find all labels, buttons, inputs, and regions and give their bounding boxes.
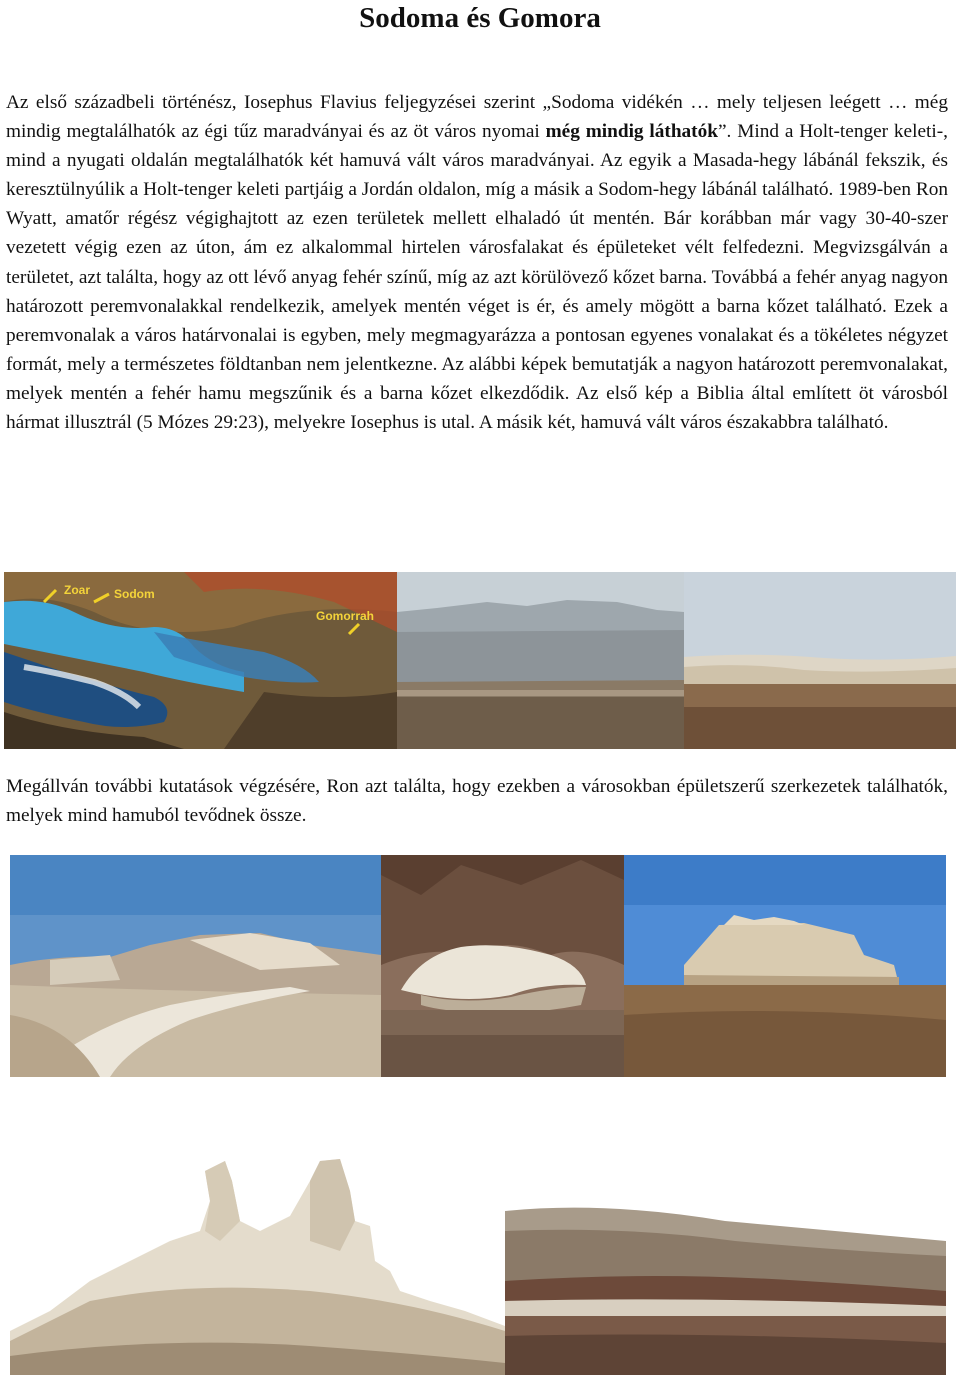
mesa-formation-photo xyxy=(624,855,946,1077)
second-paragraph: Megállván további kutatások végzésére, Ron azt találta, hogy ezekben a városokban épületszerű szerkezetek találhatók, melyek mind hamuból tevődnek össze. xyxy=(6,776,948,827)
map-label-sodom: Sodom xyxy=(114,587,155,601)
masada-landscape-photo xyxy=(397,572,684,749)
map-label-zoar: Zoar xyxy=(64,583,91,597)
map-photo xyxy=(4,572,397,749)
intro-text-part1: Az első századbeli történész, Iosephus Flavius feljegyzései szerint „Sodoma vidékén … mely teljesen leégett … még mindig megtalálhatók az égi tűz maradványai és az öt város nyomai xyxy=(6,92,948,143)
layered-cliff-photo xyxy=(505,1131,946,1375)
intro-text-part2: ”. Mind a Holt-tenger keleti-, mind a nyugati oldalán megtalálhatók két hamuvá vált város maradványai. Az egyik a Masada-hegy lábánál fekszik, és keresztülnyúlik a Holt-tenger keleti partjáig a Jordán oldalon, míg a másik a Sodom-hegy lábánál található. 1989-ben Ron Wyatt, amatőr régész végighajtott az ezen területek mellett elhaladó út mentén. Bár korábban már vagy 30-40-szer vezetett végig ezen az úton, ám ez alkalommal hirtelen városfalakat és épületeket vélt felfedezni. Megvizsgálván a területet, azt találta, hogy az ott lévő anyag fehér színű, míg az azt körülövező kőzet barna. Továbbá a fehér anyag nagyon határozott peremvonalakkal rendelkezik, amelyek mentén véget is ér, és amely mögött a barna kőzet található. Ezek a peremvonalak a város határvonalai is egyben, mely megmagyarázza a pontosan egyenes vonalakat és a tökéletes négyzet formát, mely a természetes földtanban nem jelentkezne. Az alábbi képek bemutatják a nagyon határozott peremvonalakat, melyek mentén a fehér hamu megszűnik és a barna kőzet elkezdődik. Az első kép a Biblia által említett öt városból hármat illusztrál (5 Mózes 29:23), melyekre Iosephus is utal. A másik két, hamuvá vált város északabbra található. xyxy=(6,121,948,434)
intro-text-bold: még mindig láthatók xyxy=(545,121,718,143)
ash-pillars-photo xyxy=(10,1131,505,1375)
map-label-gomorrah: Gomorrah xyxy=(316,609,375,623)
page-title: Sodoma és Gomora xyxy=(359,2,601,34)
intro-paragraph xyxy=(6,88,948,437)
ash-formation-photo xyxy=(381,855,624,1077)
ash-road-photo xyxy=(10,855,381,1077)
ash-plain-photo xyxy=(684,572,956,749)
